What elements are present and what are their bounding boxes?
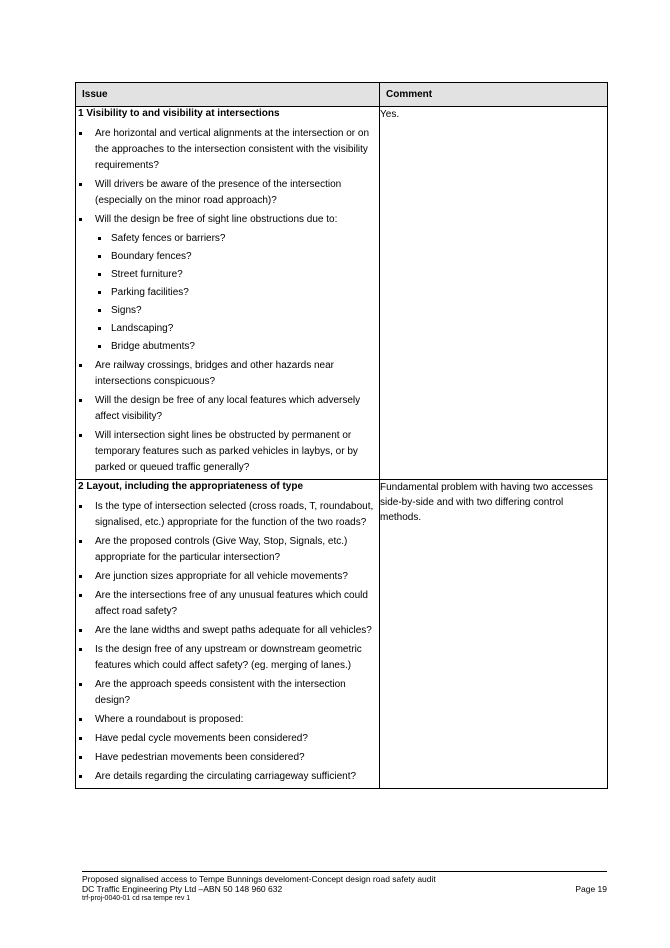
section-title: 1 Visibility to and visibility at intersections [78,108,280,119]
checklist-subitem: Safety fences or barriers? [95,231,379,247]
checklist-item-text: Will the design be free of sight line obstructions due to: [95,214,338,225]
checklist-item-text: Where a roundabout is proposed: [95,714,244,725]
checklist-item-text: Are railway crossings, bridges and other hazards near intersections conspicuous? [95,360,335,387]
checklist-subitem: Bridge abutments? [95,339,379,355]
checklist-item [76,177,379,209]
audit-checklist-table [75,82,608,789]
issue-cell [76,480,380,789]
comment-text: Fundamental problem with having two accesses side-by-side and with two differing control methods. [380,482,593,523]
checklist-item-text: Are the lane widths and swept paths adequate for all vehicles? [95,625,372,636]
checklist-item-text: Will the design be free of any local features which adversely affect visibility? [95,395,361,422]
comment-column-header: Comment [380,83,608,107]
table-header-row [76,83,608,107]
checklist-item-text: Will intersection sight lines be obstructed by permanent or temporary features such as parked vehicles in laybys, or by parked or queued traffic generally? [95,430,358,473]
checklist-item [76,769,379,785]
checklist-item [76,750,379,766]
checklist-item [76,677,379,709]
issue-cell [76,107,380,480]
checklist-item [76,212,379,355]
comment-text: Yes. [380,109,400,120]
checklist-item [76,393,379,425]
checklist-item [76,731,379,747]
checklist-subitem: Landscaping? [95,321,379,337]
issue-column-header: Issue [76,83,380,107]
checklist-item [76,358,379,390]
footer-document-ref: trf-proj-0040-01 cd rsa tempe rev 1 [82,895,191,902]
checklist-item [76,623,379,639]
checklist-item-text: Is the design free of any upstream or downstream geometric features which could affect safety? (eg. merging of lanes.) [95,644,362,671]
checklist-item-text: Are the approach speeds consistent with the intersection design? [95,679,346,706]
checklist [76,126,379,476]
comment-cell [380,107,608,480]
checklist-subitem: Boundary fences? [95,249,379,265]
checklist-item-text: Are the proposed controls (Give Way, Stop, Signals, etc.) appropriate for the particular intersection? [95,536,348,563]
page-footer [82,871,607,903]
checklist-item-text: Will drivers be aware of the presence of the intersection (especially on the minor road approach)? [95,179,342,206]
checklist-item-text: Have pedestrian movements been considered? [95,752,305,763]
checklist-subitem: Signs? [95,303,379,319]
checklist-item [76,588,379,620]
checklist-item [76,126,379,174]
checklist-item-text: Have pedal cycle movements been considered? [95,733,308,744]
table-row [76,107,608,480]
table-row [76,480,608,789]
checklist-item [76,428,379,476]
checklist-item-text: Are details regarding the circulating carriageway sufficient? [95,771,357,782]
checklist-subitem: Street furniture? [95,267,379,283]
checklist-item-text: Are the intersections free of any unusual features which could affect road safety? [95,590,368,617]
comment-cell [380,480,608,789]
checklist-item [76,569,379,585]
footer-document-title: Proposed signalised access to Tempe Bunnings develoment-Concept design road safety audit [82,874,436,884]
checklist-item-text: Are junction sizes appropriate for all vehicle movements? [95,571,348,582]
checklist-item [76,499,379,531]
checklist-subitems [95,231,379,355]
checklist-item [76,712,379,728]
page-number: Page 19 [575,884,607,894]
checklist-item [76,642,379,674]
checklist-item-text: Are horizontal and vertical alignments at the intersection or on the approaches to the intersection consistent with the visibility requirements? [95,128,370,171]
footer-company: DC Traffic Engineering Pty Ltd –ABN 50 148 960 632 [82,884,283,894]
checklist-subitem: Parking facilities? [95,285,379,301]
section-title: 2 Layout, including the appropriateness of type [78,481,304,492]
checklist [76,499,379,785]
checklist-item [76,534,379,566]
checklist-item-text: Is the type of intersection selected (cross roads, T, roundabout, signalised, etc.) appropriate for the function of the two roads? [95,501,374,528]
